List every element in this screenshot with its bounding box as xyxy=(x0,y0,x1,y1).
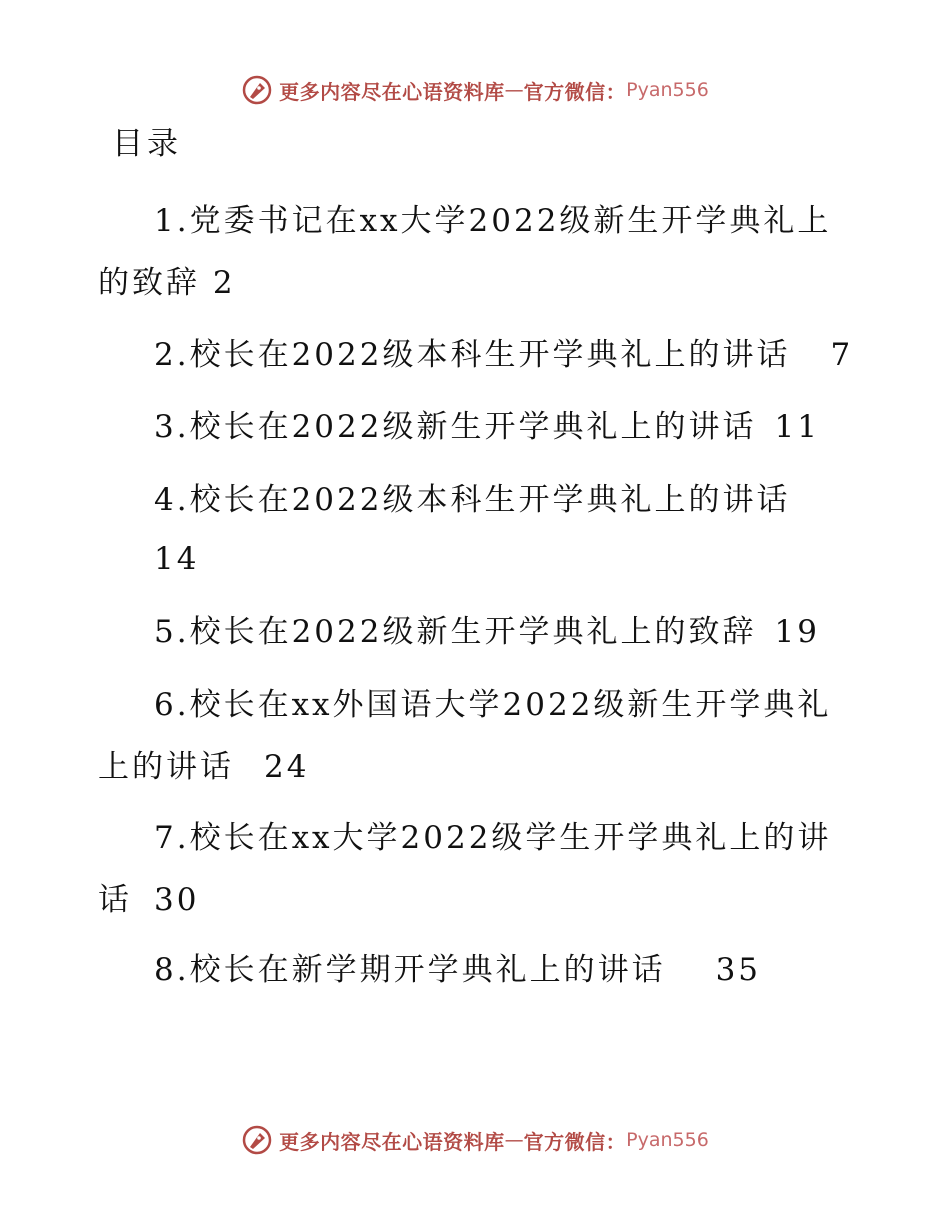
banner-wechat-label: 官方微信： xyxy=(523,79,627,104)
toc-entry-8[interactable] xyxy=(98,939,838,1001)
toc-entry-page: 30 xyxy=(154,882,200,918)
toc-entry-text: 1.党委书记在xx大学2022级新生开学典礼上 xyxy=(154,203,832,239)
banner-dash: — xyxy=(504,1129,524,1151)
toc-entry-4[interactable] xyxy=(98,469,838,589)
toc-entry-page: 19 xyxy=(774,614,820,650)
pen-nib-icon xyxy=(241,74,273,106)
toc-entry-text-cont: 的致辞 xyxy=(98,265,200,301)
toc-entry-text-cont: 话 xyxy=(98,882,132,918)
toc-entry-page: 24 xyxy=(264,749,310,785)
toc-entry-3[interactable] xyxy=(98,396,838,458)
toc-entry-page: 2 xyxy=(212,265,236,301)
toc-entry-page: 14 xyxy=(154,541,200,577)
footer-banner xyxy=(0,1120,950,1160)
toc-entry-text: 3.校长在2022级新生开学典礼上的讲话 xyxy=(154,409,757,445)
toc-entry-7[interactable] xyxy=(98,807,838,931)
toc-entry-1[interactable] xyxy=(98,190,838,314)
toc-entry-text-cont: 上的讲话 xyxy=(98,749,234,785)
toc-entry-text: 2.校长在2022级本科生开学典礼上的讲话 xyxy=(154,337,791,373)
toc-entry-2[interactable] xyxy=(98,324,854,386)
toc-entry-page: 35 xyxy=(715,952,762,988)
header-banner xyxy=(0,70,950,110)
banner-text: 更多内容尽在心语资料库 xyxy=(279,1129,505,1154)
toc-entry-text: 8.校长在新学期开学典礼上的讲话 xyxy=(154,952,666,988)
pen-nib-icon xyxy=(241,1124,273,1156)
toc-entry-page: 7 xyxy=(830,337,854,373)
toc-entry-text: 7.校长在xx大学2022级学生开学典礼上的讲 xyxy=(154,820,832,856)
toc-entry-page: 11 xyxy=(774,409,820,445)
toc-entry-5[interactable] xyxy=(98,601,838,663)
toc-entry-text: 4.校长在2022级本科生开学典礼上的讲话 xyxy=(154,482,791,518)
toc-entry-text: 6.校长在xx外国语大学2022级新生开学典礼 xyxy=(154,687,832,723)
banner-wechat-id: Pyan556 xyxy=(626,79,709,101)
toc-entry-text: 5.校长在2022级新生开学典礼上的致辞 xyxy=(154,614,757,650)
banner-text: 更多内容尽在心语资料库 xyxy=(279,79,505,104)
banner-dash: — xyxy=(504,79,524,101)
toc-entry-6[interactable] xyxy=(98,674,838,798)
banner-wechat-id: Pyan556 xyxy=(626,1129,709,1151)
banner-wechat-label: 官方微信： xyxy=(523,1129,627,1154)
toc-title: 目录 xyxy=(112,126,182,162)
